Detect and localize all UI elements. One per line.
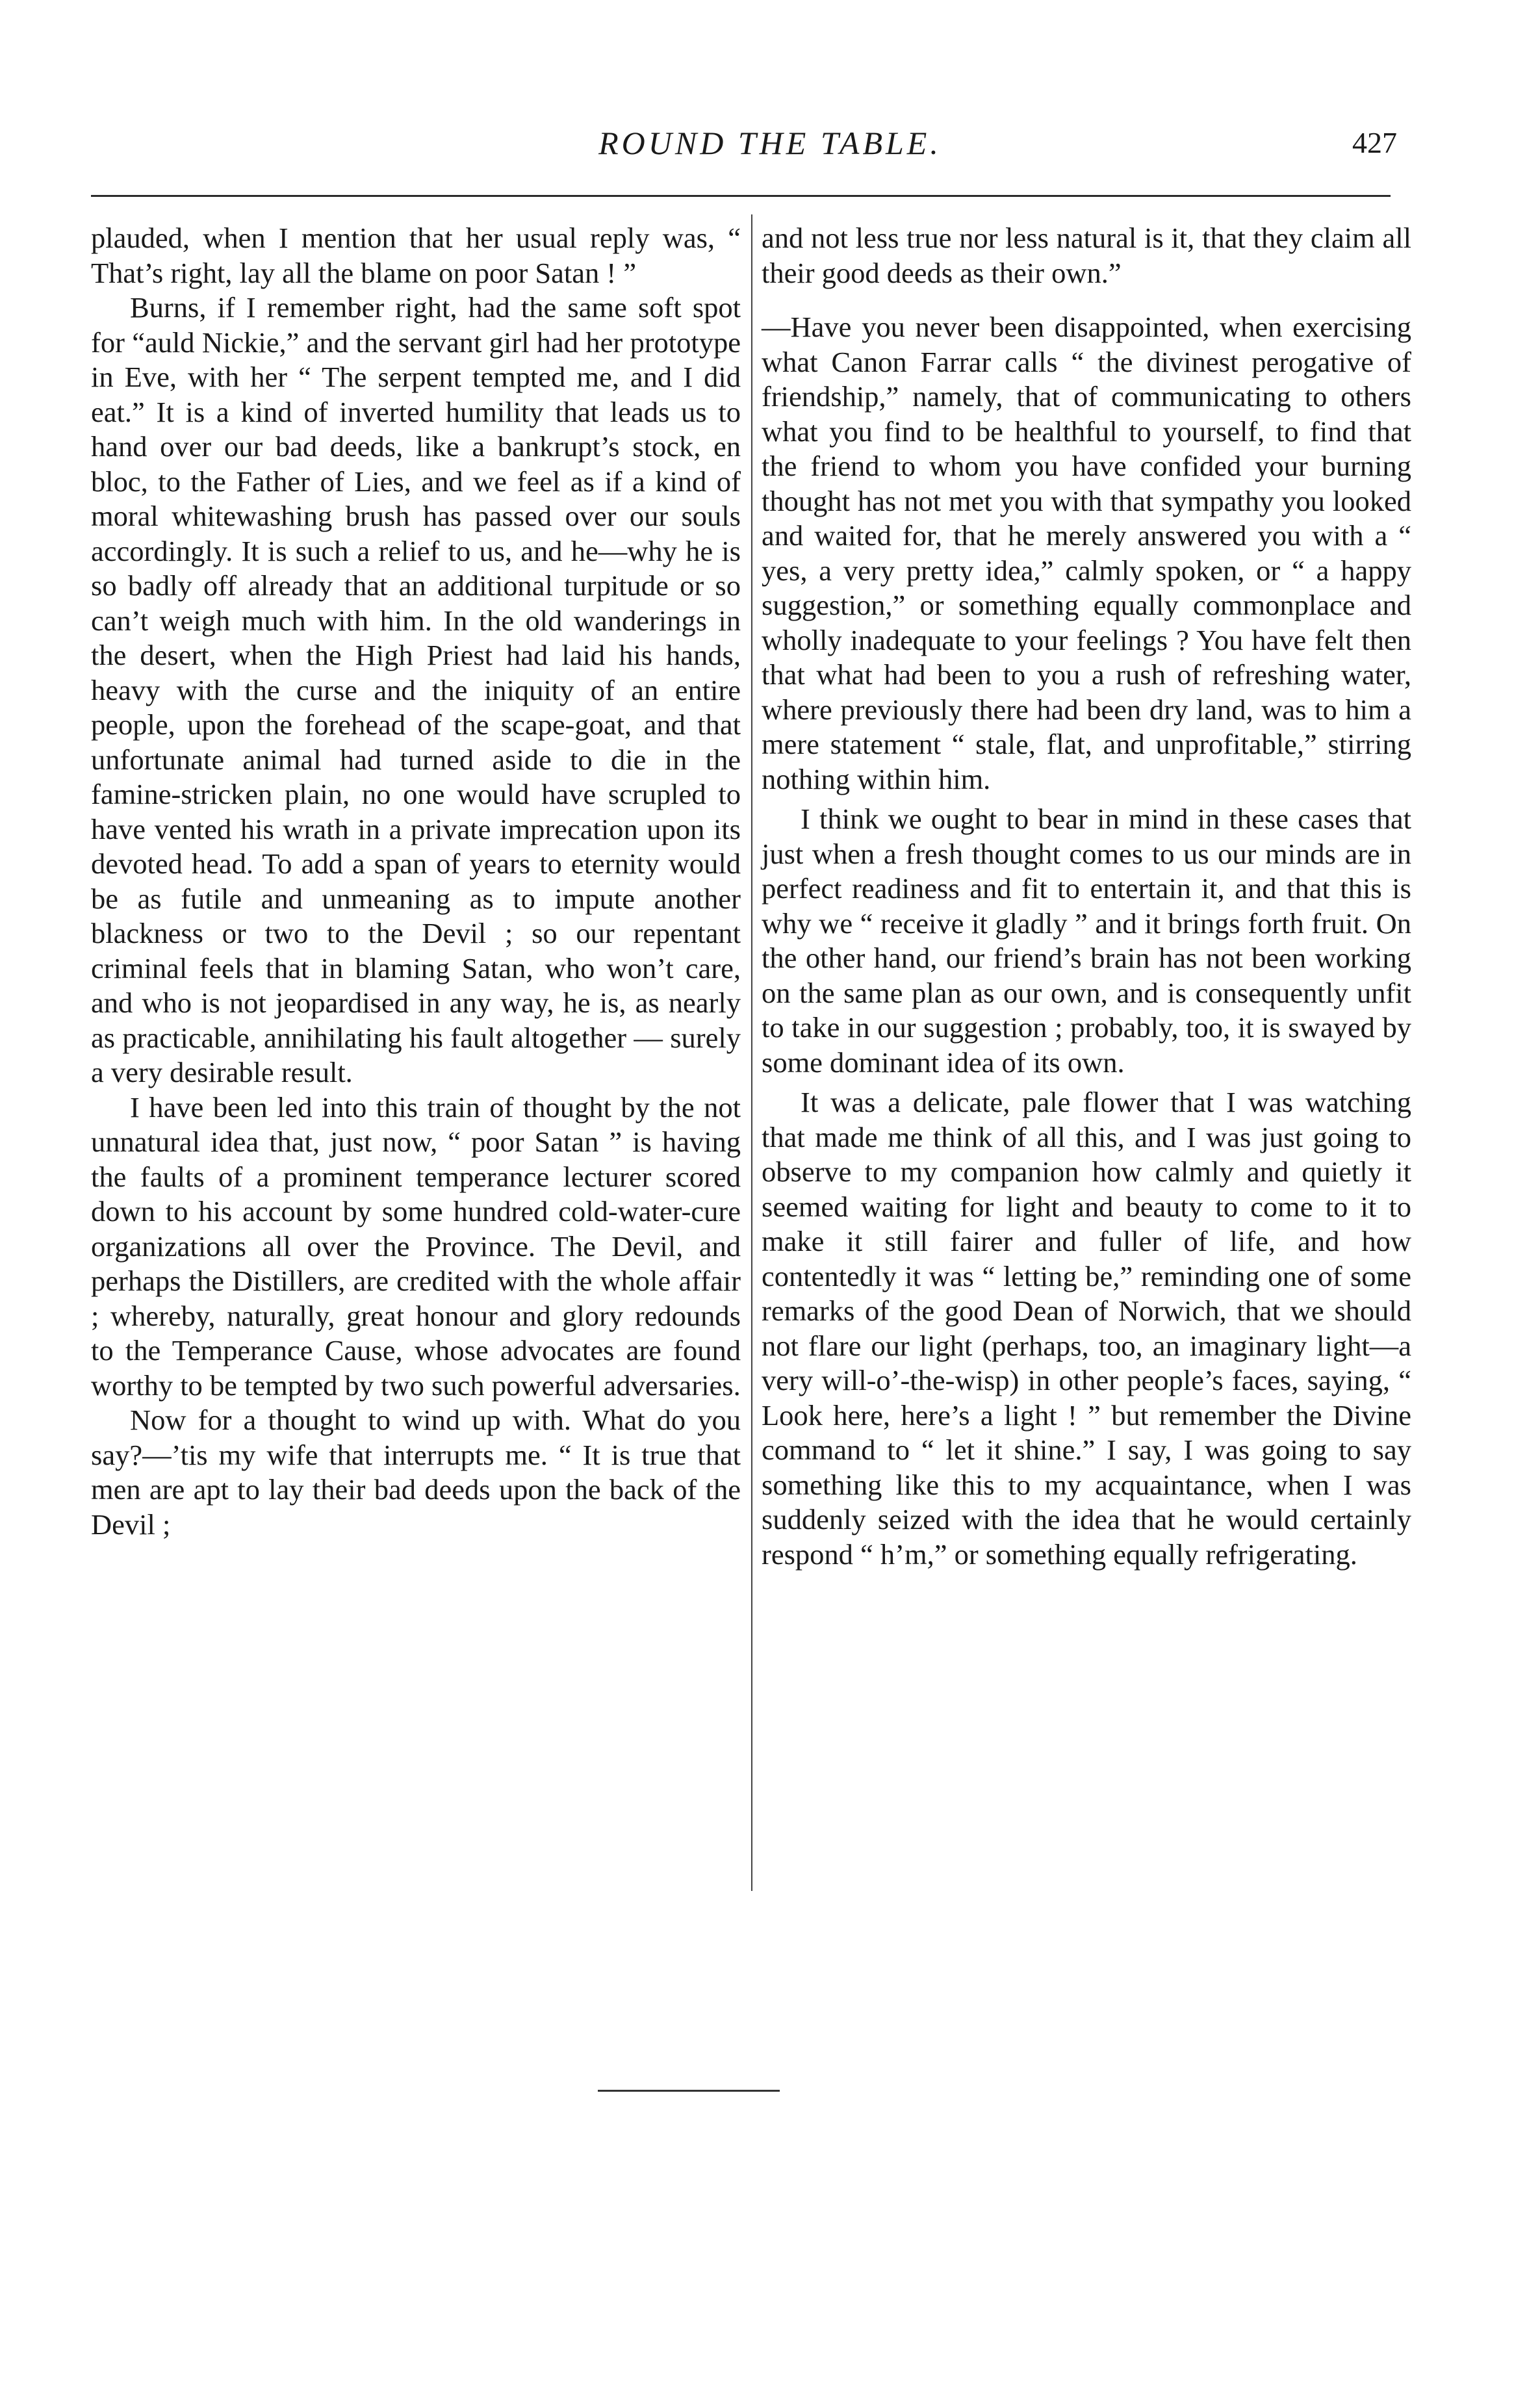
paragraph-pale-flower: It was a delicate, pale flower that I was watching that made me think of all this, and I was just going to observe to my companion how calmly and quietly it seemed waiting for light and beauty to come to it to make it still fairer and fuller of life, and how contentedly it was “ letting be,” reminding one of some remarks of the good Dean of Norwich, that we should not flare our light (perhaps, too, an imaginary light—a very will-o’-the-wisp) in other people’s faces, saying, “ Look here, here’s a light ! ” but remember the Divine command to “ let it shine.” I say, I was going to say something like this to my acquaintance, when I was suddenly seized with the idea that he would certainly respond “ h’m,” or something equally refrigerating. [762, 1086, 1411, 1571]
left-column [91, 221, 741, 1542]
paragraph-continued: plauded, when I mention that her usual reply was, “ That’s right, lay all the blame on poor Satan ! ” [91, 222, 741, 289]
header-rule [91, 195, 1391, 197]
paragraph-fresh-thought: I think we ought to bear in mind in these cases that just when a fresh thought comes to us our minds are in perfect readiness and fit to entertain it, and that this is why we “ receive it gladly ” and it brings forth fruit. On the other hand, our friend’s brain has not been working on the same plan as our own, and is consequently unfit to take in our suggestion ; probably, too, it is swayed by some dominant idea of its own. [762, 803, 1411, 1079]
running-title: ROUND THE TABLE. [598, 125, 942, 161]
page-number: 427 [1352, 126, 1397, 159]
paragraph-burns: Burns, if I remember right, had the same soft spot for “auld Nickie,” and the servant girl had her prototype in Eve, with her “ The serpent tempted me, and I did eat.” It is a kind of inverted humility that leads us to hand over our bad deeds, like a bankrupt’s stock, en bloc, to the Father of Lies, and we feel as if a kind of moral whitewashing brush has passed over our souls accordingly. It is such a relief to us, and he—why he is so badly off already that an additional turpitude or so can’t weigh much with him. In the old wanderings in the desert, when the High Priest had laid his hands, heavy with the curse and the iniquity of an entire people, upon the forehead of the scape-goat, and that unfortunate animal had turned aside to die in the famine-stricken plain, no one would have scrupled to have vented his wrath in a private imprecation upon its devoted head. To add a span of years to eternity would be as futile and unmeaning as to impute another blackness or two to the Devil ; so our repentant criminal feels that in blaming Satan, who won’t care, and who is not jeopardised in any way, he is, as nearly as practicable, annihilating his fault altogether — surely a very desirable result. [91, 291, 741, 1088]
paragraph-disappointed: —Have you never been disappointed, when exercising what Canon Farrar calls “ the divinest perogative of friendship,” namely, that of communicating to others what you find to be healthful to yourself, to find that the friend to whom you have confided your burning thought has not met you with that sympathy you looked and waited for, that he merely answered you with a “ yes, a very pretty idea,” calmly spoken, or “ a happy suggestion,” or something equally commonplace and wholly inadequate to your feelings ? You have felt then that what had been to you a rush of refreshing water, where previously there had been dry land, was to him a mere statement “ stale, flat, and unprofitable,” stirring nothing within him. [762, 311, 1411, 795]
paragraph-continued-right: and not less true nor less natural is it, that they claim all their good deeds as their own.” [762, 222, 1411, 289]
paragraph-poor-satan: I have been led into this train of thought by the not unnatural idea that, just now, “ poor Satan ” is having the faults of a prominent temperance lecturer scored down to his account by some hundred cold-water-cure organizations all over the Province. The Devil, and perhaps the Distillers, are credited with the whole affair ; whereby, naturally, great honour and glory redounds to the Temperance Cause, whose advocates are found worthy to be tempted by two such powerful adversaries. [91, 1090, 741, 1402]
column-rule [751, 214, 752, 1891]
paragraph-wind-up: Now for a thought to wind up with. What do you say?—’tis my wife that interrupts me. “ It is true that men are apt to lay their bad deeds upon the back of the Devil ; [91, 1404, 741, 1541]
running-head [0, 117, 1540, 169]
end-rule [598, 2090, 780, 2092]
right-column [762, 221, 1411, 1572]
